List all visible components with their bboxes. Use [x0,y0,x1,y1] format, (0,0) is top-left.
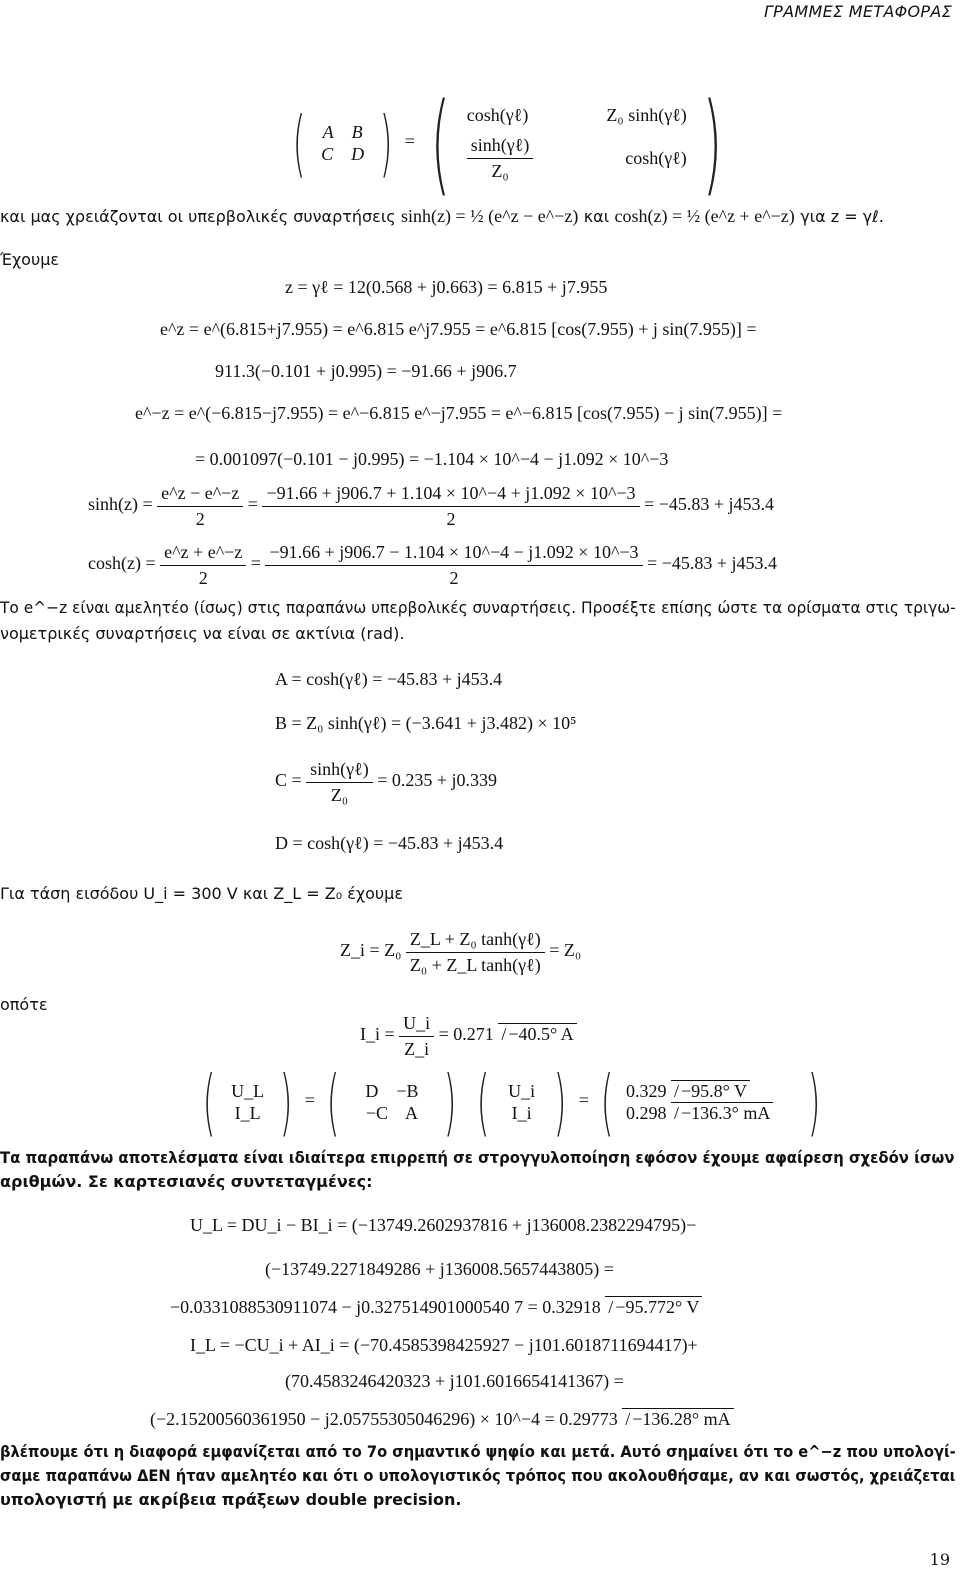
m11: cosh(γℓ) [466,104,529,125]
output-matrix-equation: ( U_L I_L ) = ( D −B −C A ) ( U_i I_i ) = ( 0.329 / −95.8° V 0.298 / −136.3° mA ) [195,1066,829,1138]
il-line-1: I_L = −CU_i + AI_i = (−70.4585398425927 − j101.6018711694417)+ [190,1335,698,1355]
sinh-equation: sinh(z) = $\frac{e\^{}z - e\^{}-z}{2}$ = $\frac{-91.66 + j906.7 + 1.104 \times 10\^{}-4 + j1.092 \times 10\^{}-3}{2}$ = −45.83 + j453.4 [88,483,775,529]
il-line-2: (70.4583246420323 + j101.6016654141367) = [285,1371,624,1391]
cosh-definition: cosh(z) = ½ (e^z + e^−z) [614,206,795,226]
emz-equation: e^−z = e^(−6.815−j7.955) = e^−6.815 e^−j7.955 = e^−6.815 [cos(7.955) − j sin(7.955)] = [135,403,783,423]
ez-result: 911.3(−0.101 + j0.995) = −91.66 + j906.7 [215,361,517,381]
param-D: D = cosh(γℓ) = −45.83 + j453.4 [275,833,504,853]
conclusion-line-1: βλέπουμε ότι η διαφορά εμφανίζεται από το 7ο σημαντικό ψηφίο και μετά. Αυτό σημαίνει ότι το e^−z που υπολογί- [0,1442,956,1461]
zi-equation: Z_i = Z₀ $\frac{\text{Z\_L + Z₀ tanh(γℓ)}}{\text{Z₀ + Z\_L tanh(γℓ)}}$ = Z₀ [340,929,582,975]
conclusion-line-2: σαμε παραπάνω ΔΕΝ ήταν αμελητέο και ότι ο υπολογιστικός τρόπος που ακολουθήσαμε, αν και σωστός, χρειάζεται [0,1466,956,1485]
param-C: C = $\frac{\text{sinh(γℓ)}}{\text{Z₀}}$ = 0.235 + j0.339 [275,759,498,805]
matrix-A: A B [322,121,363,142]
running-header: ΓΡΑΜΜΕΣ ΜΕΤΑΦΟΡΑΣ [763,2,952,21]
ez-equation: e^z = e^(6.815+j7.955) = e^6.815 e^j7.955 = e^6.815 [cos(7.955) + j sin(7.955)] = [160,319,757,339]
note-line-2: νομετρικές συναρτήσεις να είναι σε ακτίνια (rad). [0,624,405,643]
intro-line: και μας χρειάζονται οι υπερβολικές συναρτήσεις sinh(z) = ½ (e^z − e^−z) και cosh(z) = ½ (e^z + e^−z) για z = γℓ. [0,206,884,226]
emz-result: = 0.001097(−0.101 − j0.995) = −1.104 × 10^−4 − j1.092 × 10^−3 [195,449,669,469]
conclusion-line-3: υπολογιστή με ακρίβεια πράξεων double precision. [0,1490,462,1509]
sinh-result: = −45.83 + j453.4 [644,494,775,515]
ii-equation: I_i = $\frac{U\_i}{Z\_i}$ = 0.271 / −40.5° A [360,1012,577,1060]
warning-line-2: αριθμών. Σε καρτεσιανές συντεταγμένες: [0,1172,373,1191]
ul-line-2: (−13749.2271849286 + j136008.5657443805) = [265,1259,614,1279]
ul-line-1: U_L = DU_i − BI_i = (−13749.2602937816 + j136008.2382294795)− [190,1215,697,1235]
param-B: B = Z₀ sinh(γℓ) = (−3.641 + j3.482) × 10⁵ [275,713,577,733]
param-A: A = cosh(γℓ) = −45.83 + j453.4 [275,669,503,689]
ul-line-3: −0.0331088530911074 − j0.327514901000540 7 = 0.32918 / −95.772° V [170,1296,702,1319]
m22: cosh(γℓ) [625,148,687,168]
m21: $\frac{\text{sinh(γℓ)}}{\text{Z₀}}$ [467,134,534,182]
abcd-matrix-definition: ( A B C D ) = ( cosh(γℓ) Z₀ sinh(γℓ) $\frac{\text{sinh(γℓ)}}{\text{Z₀}}$ cosh(γℓ) ) [292,79,723,207]
m12: Z₀ sinh(γℓ) [606,104,687,125]
page-number: 19 [929,1550,950,1569]
sinh-definition: sinh(z) = ½ (e^z − e^−z) [401,206,579,226]
warning-line-1: Τα παραπάνω αποτελέσματα είναι ιδιαίτερα επιρρεπή σε στρογγυλοποίηση εφόσον έχουμε αφαίρεση σχεδόν ίσων [0,1148,955,1167]
cosh-result: = −45.83 + j453.4 [647,553,778,574]
hence-label: οπότε [0,995,48,1014]
matrix-C: C D [321,144,365,164]
cosh-equation: cosh(z) = $\frac{e\^{}z + e\^{}-z}{2}$ = $\frac{-91.66 + j906.7 - 1.104 \times 10\^{}-4 - j1.092 \times 10\^{}-3}{2}$ = −45.83 + j453.4 [88,542,778,588]
z-equation: z = γℓ = 12(0.568 + j0.663) = 6.815 + j7.955 [285,277,608,297]
note-line-1: Το e^−z είναι αμελητέο (ίσως) στις παραπάνω υπερβολικές συναρτήσεις. Προσέξτε επίσης ώστε τα ορίσματα στις τριγω- [0,598,956,617]
il-line-3: (−2.15200560361950 − j2.05755305046296) × 10^−4 = 0.29773 / −136.28° mA [150,1408,734,1431]
input-voltage-text: Για τάση εισόδου U_i = 300 V και Z_L = Z₀ έχουμε [0,884,403,903]
have-label: Έχουμε [0,250,60,269]
